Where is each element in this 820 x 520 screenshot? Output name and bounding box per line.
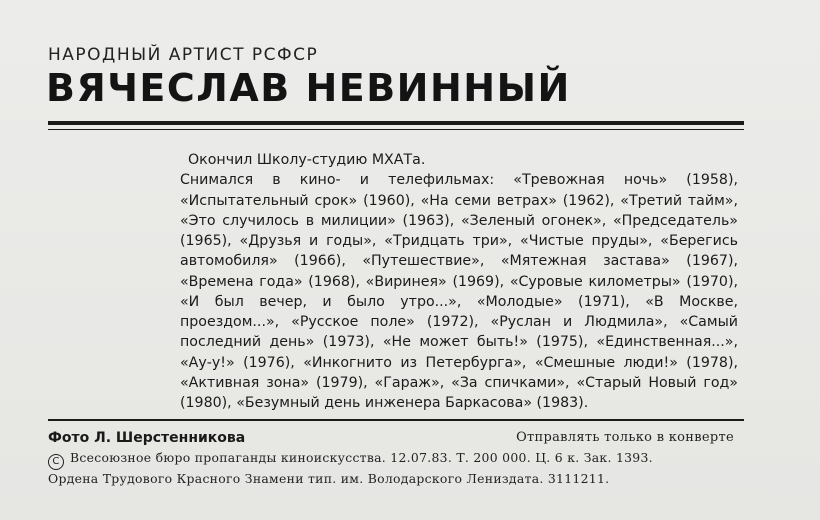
imprint-line-1 — [48, 449, 748, 470]
imprint-text-1: Всесоюзное бюро пропаганды киноискусства. 12.07.83. Т. 200 000. Ц. 6 к. Зак. 1393. — [70, 450, 653, 465]
biography-education: Окончил Школу-студию МХАТа. — [188, 152, 426, 168]
biography-filmography: Снимался в кино- и телефильмах: «Тревожная ночь» (1958), «Испытательный срок» (1960), «На семи ветрах» (1962), «Третий тайм», «Это случилось в милиции» (1963), «Зеленый огонек», «Председатель» (1965), «Друзья и годы», «Тридцать три», «Чистые пруды», «Берегись автомобиля» (1966), «Путешествие», «Мятежная застава» (1967), «Времена года» (1968), «Виринея» (1969), «Суровые километры» (1970), «И был вечер, и было утро...», «Молодые» (1971), «В Москве, проездом...», «Русское поле» (1972), «Руслан и Людмила», «Самый последний день» (1973), «Не может быть!» (1975), «Единственная...», «Ау-у!» (1976), «Инкогнито из Петербурга», «Смешные люди!» (1978), «Активная зона» (1979), «Гараж», «За спичками», «Старый Новый год» (1980), «Безумный день инженера Баркасова» (1983). — [180, 172, 738, 411]
mailing-note: Отправлять только в конверте — [516, 430, 734, 445]
biography — [180, 150, 738, 413]
header-rule-thick — [48, 121, 744, 125]
actor-rank: НАРОДНЫЙ АРТИСТ РСФСР — [48, 45, 319, 65]
footer-rule — [48, 419, 744, 421]
copyright-icon: С — [48, 454, 64, 470]
header-rule-thin — [48, 129, 744, 130]
publisher-imprint — [48, 449, 748, 487]
actor-name: ВЯЧЕСЛАВ НЕВИННЫЙ — [46, 66, 571, 110]
imprint-line-2: Ордена Трудового Красного Знамени тип. им. Володарского Лениздата. 3111211. — [48, 471, 610, 486]
photo-credit: Фото Л. Шерстенникова — [48, 430, 246, 446]
